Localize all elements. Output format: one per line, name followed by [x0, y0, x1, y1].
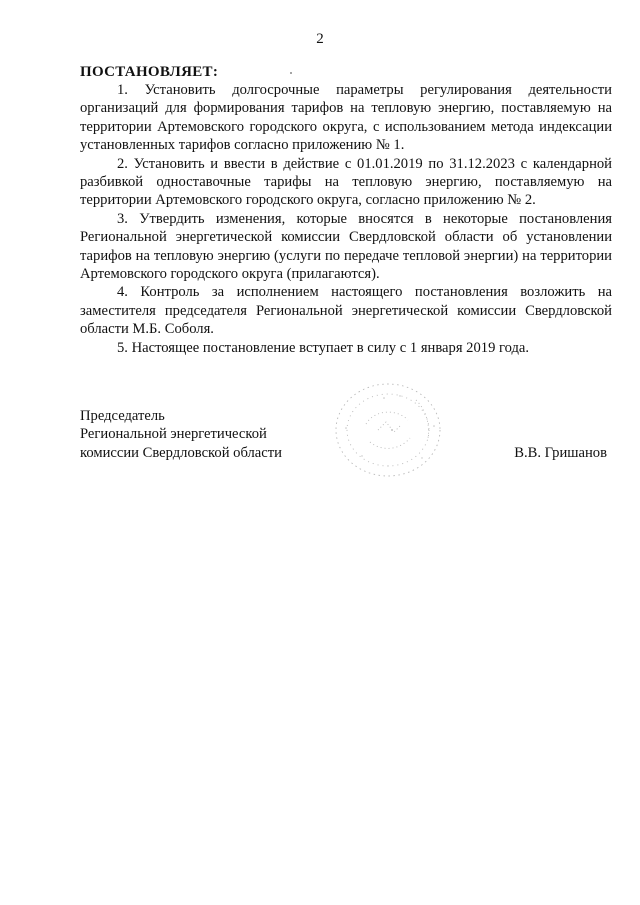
decree-clause-4: 4. Контроль за исполнением настоящего постановления возложить на заместителя председателя Региональной энергетической комиссии Свердловской области М.Б. Соболя.	[80, 284, 612, 338]
signatory-title-line: Региональной энергетической	[80, 426, 267, 443]
decree-clause-1: 1. Установить долгосрочные параметры регулирования деятельности организаций для формирования тарифов на тепловую энергию, поставляемую на территории Артемовского городского округа, с использованием метода индексации установленных тарифов согласно приложению № 1.	[80, 82, 612, 154]
decree-clause-2: 2. Установить и ввести в действие с 01.01.2019 по 31.12.2023 с календарной разбивкой одноставочные тарифы на тепловую энергию, поставляемую на территории Артемовского городского округа, согласно приложению № 2.	[80, 155, 612, 209]
page-number: 2	[316, 31, 324, 47]
signatory-name: В.В. Гришанов	[514, 445, 607, 461]
decree-heading: ПОСТАНОВЛЯЕТ:	[80, 64, 219, 80]
decree-clause-5: 5. Настоящее постановление вступает в силу с 1 января 2019 года.	[117, 339, 530, 356]
signatory-title-line: комиссии Свердловской области	[80, 444, 282, 461]
faded-official-seal-icon	[326, 380, 458, 480]
signatory-title-line: Председатель	[80, 408, 165, 424]
decree-body	[80, 81, 612, 357]
decree-clause-3: 3. Утвердить изменения, которые вносятся в некоторые постановления Региональной энергетической комиссии Свердловской области об установлении тарифов на тепловую энергию (услуги по передаче тепловой энергии) на территории Артемовского городского округа (прилагаются).	[80, 210, 612, 283]
signatory-title	[80, 407, 282, 462]
scan-speck	[290, 72, 292, 74]
